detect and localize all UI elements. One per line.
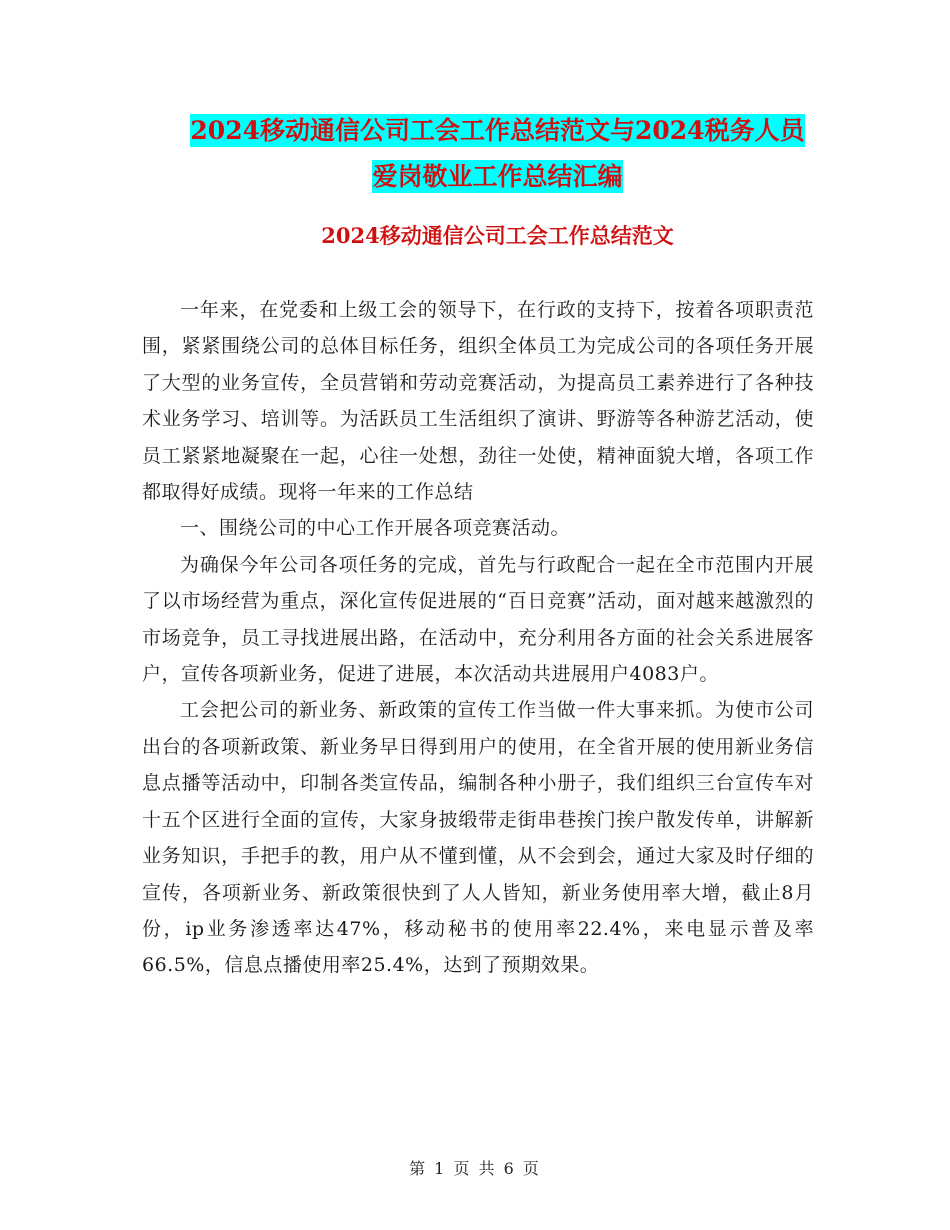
paragraph-promotion: 工会把公司的新业务、新政策的宣传工作当做一件大事来抓。为使市公司出台的各项新政策、新业务早日得到用户的使用，在全省开展的使用新业务信息点播等活动中，印制各类宣传品，编制各种小册子，我们组织三台宣传车对十五个区进行全面的宣传，大家身披缎带走街串巷挨门挨户散发传单，讲解新业务知识，手把手的教，用户从不懂到懂，从不会到会，通过大家及时仔细的宣传，各项新业务、新政策很快到了人人皆知，新业务使用率大增，截止8月份，ip业务渗透率达47%，移动秘书的使用率22.4%，来电显示普及率66.5%，信息点播使用率25.4%，达到了预期效果。 xyxy=(142,699,814,977)
paragraph-heading-one: 一、围绕公司的中心工作开展各项竞赛活动。 xyxy=(180,517,571,540)
section-title: 2024移动通信公司工会工作总结范文 xyxy=(321,223,674,248)
page-footer: 第 1 页 共 6 页 xyxy=(409,1159,541,1178)
document-title-line2: 爱岗敬业工作总结汇编 xyxy=(372,162,623,191)
document-title-line1: 2024移动通信公司工会工作总结范文与2024税务人员 xyxy=(190,116,805,145)
paragraph-competition: 为确保今年公司各项任务的完成，首先与行政配合一起在全市范围内开展了以市场经营为重点，深化宣传促进展的“百日竞赛”活动，面对越来越激烈的市场竞争，员工寻找进展出路，在活动中，充分利用各方面的社会关系进展客户，宣传各项新业务，促进了进展，本次活动共进展用户4083户。 xyxy=(142,553,814,686)
document-title xyxy=(140,108,855,200)
paragraph-intro: 一年来，在党委和上级工会的领导下，在行政的支持下，按着各项职责范围，紧紧围绕公司的总体目标任务，组织全体员工为完成公司的各项任务开展了大型的业务宣传，全员营销和劳动竞赛活动，为提高员工素养进行了各种技术业务学习、培训等。为活跃员工生活组织了演讲、野游等各种游艺活动，使员工紧紧地凝聚在一起，心往一处想，劲往一处使，精神面貌大增，各项工作都取得好成绩。现将一年来的工作总结 xyxy=(142,299,814,504)
document-body xyxy=(142,292,814,984)
